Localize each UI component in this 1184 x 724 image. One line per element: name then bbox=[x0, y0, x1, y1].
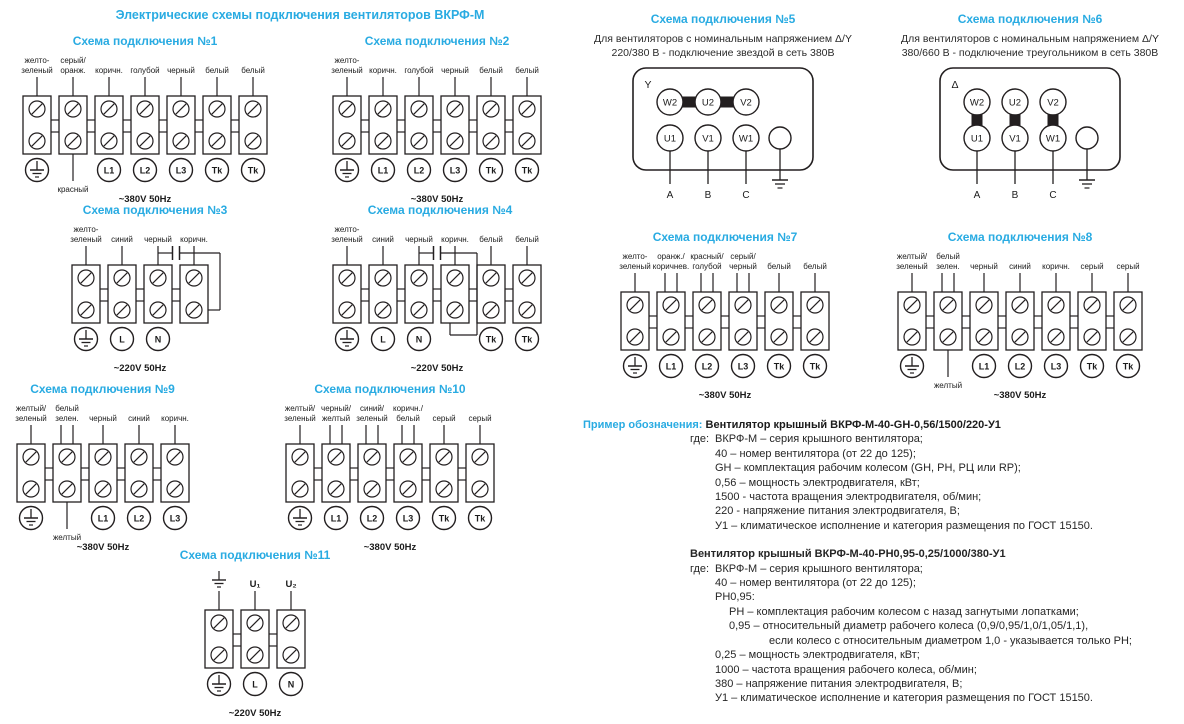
wire-label: черный/ bbox=[321, 404, 351, 413]
phase-lead-label: B bbox=[704, 190, 712, 201]
terminal-strip-svg bbox=[325, 219, 579, 377]
terminal-circle-label: N bbox=[287, 679, 295, 690]
terminal-circle-label: L2 bbox=[366, 513, 378, 524]
wire-label: зеленый bbox=[356, 414, 388, 423]
terminal-circle-label: Tk bbox=[485, 334, 497, 345]
terminal-circle-label: L1 bbox=[978, 361, 990, 372]
terminal-strip-svg bbox=[197, 564, 313, 722]
wire-label: желто- bbox=[73, 225, 99, 234]
wire-label: оранж./ bbox=[657, 252, 685, 261]
motor-terminal-label: V2 bbox=[740, 97, 752, 109]
terminal bbox=[1006, 262, 1034, 378]
example-block-1-lines bbox=[583, 432, 1184, 533]
example-line: 0,95 – относительный диаметр рабочего колеса (0,9/0,95/1,0/1,05/1,1), bbox=[729, 620, 1089, 633]
example-line: 220 - напряжение питания электродвигателя, В; bbox=[715, 505, 960, 518]
example-line: 1500 - частота вращения электродвигателя, об/мин; bbox=[715, 491, 982, 504]
scheme-3-diagram bbox=[45, 219, 265, 377]
terminal-strip-svg bbox=[325, 50, 549, 208]
motor-terminal-label: W2 bbox=[662, 97, 678, 109]
terminal bbox=[690, 252, 724, 378]
wire-label: коричн. bbox=[369, 66, 397, 75]
terminal bbox=[57, 56, 88, 194]
scheme-7-title: Схема подключения №7 bbox=[652, 230, 798, 244]
wire-label: черный bbox=[441, 66, 469, 75]
motor-terminal-label: V2 bbox=[1047, 97, 1059, 109]
voltage-label: ~380V 50Hz bbox=[118, 194, 172, 205]
scheme-1-title: Схема подключения №1 bbox=[72, 34, 218, 48]
motor-terminal-label: W2 bbox=[969, 97, 985, 109]
scheme-7-diagram bbox=[585, 246, 865, 404]
voltage-label: ~380V 50Hz bbox=[698, 390, 752, 401]
example-line: 40 – номер вентилятора (от 22 до 125); bbox=[715, 447, 916, 460]
wire-label: желтый bbox=[52, 533, 81, 542]
terminal bbox=[466, 414, 494, 530]
wire-label: зеленый bbox=[619, 262, 651, 271]
motor-terminal-label: U1 bbox=[970, 133, 984, 145]
terminal bbox=[801, 262, 829, 378]
terminal bbox=[277, 579, 305, 696]
scheme-1 bbox=[15, 34, 275, 208]
wire-label: коричн. bbox=[441, 235, 469, 244]
example-line: 40 – номер вентилятора (от 22 до 125); bbox=[715, 577, 916, 590]
wire-label: синий bbox=[1009, 262, 1031, 271]
connection-symbol-label: Δ bbox=[951, 79, 959, 91]
wire-label: зеленый bbox=[70, 235, 102, 244]
terminal-circle-label: L2 bbox=[701, 361, 713, 372]
scheme-3-title: Схема подключения №3 bbox=[82, 203, 228, 217]
wire-label: зеленый bbox=[896, 262, 928, 271]
example-block-2-lines bbox=[583, 562, 1184, 706]
scheme-3 bbox=[45, 203, 265, 377]
scheme-5-title: Схема подключения №5 bbox=[650, 12, 796, 26]
scheme-8-diagram bbox=[880, 246, 1160, 404]
scheme-6-title: Схема подключения №6 bbox=[957, 12, 1103, 26]
terminal bbox=[393, 404, 424, 530]
terminal bbox=[619, 252, 651, 378]
scheme-6-description: Для вентиляторов с номинальным напряжением Δ/Y 380/660 В - подключение треугольником в сеть 380В bbox=[901, 33, 1159, 59]
terminal-circle-label: L3 bbox=[737, 361, 749, 372]
example-heading-line bbox=[583, 418, 1184, 432]
wire-label: коричн. bbox=[95, 66, 123, 75]
wire-label: белый bbox=[479, 66, 503, 75]
wire-label: красный bbox=[57, 185, 89, 194]
terminal bbox=[1078, 262, 1106, 378]
wire-label: оранж. bbox=[60, 66, 86, 75]
terminal-circle-label: Tk bbox=[809, 361, 821, 372]
wire-label: желто- bbox=[24, 56, 50, 65]
terminal-circle-label: Tk bbox=[521, 165, 533, 176]
example-line: 0,56 – мощность электродвигателя, кВт; bbox=[715, 476, 920, 489]
scheme-5-diagram bbox=[583, 62, 863, 204]
terminal-box bbox=[633, 68, 813, 170]
terminal bbox=[203, 66, 231, 182]
ground-terminal bbox=[769, 127, 791, 149]
connection-symbol-label: Y bbox=[644, 79, 652, 91]
terminal bbox=[89, 414, 117, 530]
example-line: если колесо с относительным диаметром 1,0 - указывается только РН; bbox=[769, 634, 1132, 647]
example-line: РН0,95: bbox=[715, 591, 755, 604]
terminal-circle-label: L1 bbox=[377, 165, 389, 176]
wire-label: серый/ bbox=[60, 56, 86, 65]
terminal-circle-label: L3 bbox=[169, 513, 180, 524]
wire-label: зеленый bbox=[284, 414, 316, 423]
scheme-10-title: Схема подключения №10 bbox=[314, 382, 466, 396]
terminal bbox=[369, 235, 397, 351]
wire-label: коричн. bbox=[160, 414, 189, 423]
motor-terminal-label: V1 bbox=[702, 133, 714, 145]
wire-label: синий bbox=[111, 235, 133, 244]
motor-terminal-box-svg bbox=[618, 62, 828, 204]
wire-label: серый/ bbox=[730, 252, 756, 261]
terminal bbox=[70, 225, 102, 351]
terminal-circle-label: Tk bbox=[521, 334, 533, 345]
terminal bbox=[125, 414, 153, 530]
terminal-circle-label: Tk bbox=[485, 165, 497, 176]
terminal-circle-label: L2 bbox=[133, 513, 144, 524]
wire-label: серый bbox=[1080, 262, 1104, 271]
wire-label: желтый/ bbox=[896, 252, 928, 261]
scheme-6-diagram bbox=[890, 62, 1170, 204]
terminal bbox=[130, 66, 159, 182]
terminal-circle-label: N bbox=[415, 334, 423, 345]
gde-label: где: bbox=[690, 433, 710, 446]
terminal-strip-svg bbox=[278, 398, 502, 556]
terminal bbox=[477, 235, 505, 351]
voltage-label: ~380V 50Hz bbox=[410, 194, 464, 205]
wire-label: белый bbox=[936, 252, 960, 261]
wire-label: зелен. bbox=[936, 262, 960, 271]
example-line: где: ВКРФ-М – серия крышного вентилятора; bbox=[690, 433, 923, 446]
scheme-6 bbox=[890, 12, 1170, 204]
wire-label: белый bbox=[205, 66, 229, 75]
example-title-2: Вентилятор крышный ВКРФ-М-40-РН0,95-0,25/1000/380-У1 bbox=[690, 548, 1006, 561]
ground-terminal bbox=[1076, 127, 1098, 149]
wire-label: серый bbox=[468, 414, 492, 423]
wire-label: коричн. bbox=[1042, 262, 1070, 271]
wire-label: белый bbox=[803, 262, 827, 271]
phase-lead-label: A bbox=[973, 190, 981, 201]
wire-label: зеленый bbox=[331, 235, 363, 244]
motor-terminal-label: W1 bbox=[1045, 133, 1061, 145]
terminal-circle-label: Tk bbox=[773, 361, 785, 372]
wire-label: желто- bbox=[622, 252, 648, 261]
terminal-circle-label: L1 bbox=[330, 513, 342, 524]
terminal-circle-label: Tk bbox=[211, 165, 223, 176]
example-line: 0,25 – мощность электродвигателя, кВт; bbox=[715, 649, 920, 662]
wire-label: зеленый bbox=[21, 66, 53, 75]
terminal bbox=[405, 235, 433, 351]
terminal bbox=[513, 235, 541, 351]
voltage-label: ~220V 50Hz bbox=[113, 363, 167, 374]
example-line: У1 – климатическое исполнение и категория размещения по ГОСТ 15150. bbox=[715, 692, 1093, 705]
wire-label: черный bbox=[167, 66, 195, 75]
terminal-strip-svg bbox=[9, 398, 197, 556]
terminal bbox=[477, 66, 505, 182]
terminal-circle-label: Tk bbox=[474, 513, 486, 524]
scheme-4-title: Схема подключения №4 bbox=[367, 203, 513, 217]
wire-label: желто- bbox=[334, 56, 360, 65]
terminal bbox=[239, 66, 267, 182]
terminal-circle-label: L bbox=[119, 334, 125, 345]
terminal bbox=[95, 66, 123, 182]
voltage-label: ~220V 50Hz bbox=[228, 708, 282, 719]
scheme-2-title: Схема подключения №2 bbox=[364, 34, 510, 48]
wire-label: белый bbox=[515, 235, 539, 244]
terminal bbox=[369, 66, 397, 182]
wire-label: белый bbox=[479, 235, 503, 244]
terminal bbox=[331, 225, 363, 351]
voltage-label: ~220V 50Hz bbox=[410, 363, 464, 374]
scheme-4-diagram bbox=[325, 219, 555, 377]
motor-terminal-label: W1 bbox=[738, 133, 754, 145]
wire-label: желтый bbox=[933, 381, 963, 390]
wire-label: U₂ bbox=[285, 579, 297, 590]
wire-label: желтый/ bbox=[284, 404, 316, 413]
wire-label: белый bbox=[241, 66, 265, 75]
motor-terminal-label: U2 bbox=[701, 97, 715, 109]
terminal bbox=[180, 235, 208, 323]
designation-example bbox=[583, 418, 1184, 706]
wire-label: белый bbox=[515, 66, 539, 75]
terminal bbox=[205, 571, 233, 696]
wire-label: черный bbox=[729, 262, 757, 271]
wire-label: серый bbox=[432, 414, 456, 423]
wire-label: серый bbox=[1116, 262, 1140, 271]
wire-label: зеленый bbox=[331, 66, 363, 75]
wire-label: белый bbox=[396, 414, 420, 423]
scheme-1-diagram bbox=[15, 50, 275, 208]
wire-label: зелен. bbox=[54, 414, 79, 423]
terminal bbox=[441, 235, 469, 323]
wire-label: желтый bbox=[321, 414, 351, 423]
example-line: РН – комплектация рабочим колесом с назад загнутыми лопатками; bbox=[729, 605, 1079, 618]
scheme-9-diagram bbox=[0, 398, 205, 556]
wire-label: белый bbox=[54, 404, 79, 413]
terminal bbox=[15, 404, 47, 530]
motor-terminal-label: U1 bbox=[663, 133, 677, 145]
motor-terminal-box-svg bbox=[925, 62, 1135, 204]
terminal-circle-label: L2 bbox=[1014, 361, 1026, 372]
terminal-circle-label: N bbox=[154, 334, 162, 345]
terminal-circle-label: L bbox=[252, 679, 258, 690]
scheme-8 bbox=[880, 230, 1160, 404]
scheme-7 bbox=[585, 230, 865, 404]
scheme-11-title: Схема подключения №11 bbox=[179, 548, 331, 562]
example-title-1: Вентилятор крышный ВКРФ-М-40-GH-0,56/1500/220-У1 bbox=[705, 419, 1001, 431]
terminal-circle-label: L bbox=[380, 334, 386, 345]
terminal-circle-label: Tk bbox=[247, 165, 259, 176]
wire-label: черный bbox=[88, 414, 117, 423]
scheme-5 bbox=[583, 12, 863, 204]
terminal-circle-label: L3 bbox=[449, 165, 461, 176]
terminal bbox=[404, 66, 433, 182]
scheme-11 bbox=[145, 548, 365, 722]
wire-label: черный bbox=[405, 235, 433, 244]
scheme-5-description: Для вентиляторов с номинальным напряжением Δ/Y 220/380 В - подключение звездой в сеть 380В bbox=[594, 33, 852, 59]
phase-lead-label: C bbox=[1049, 190, 1057, 201]
page-title: Электрические схемы подключения вентиляторов ВКРФ-М bbox=[115, 8, 485, 22]
phase-lead-label: C bbox=[742, 190, 750, 201]
terminal bbox=[108, 235, 136, 351]
terminal bbox=[21, 56, 53, 182]
terminal bbox=[729, 252, 757, 378]
wire-label: синий bbox=[127, 414, 150, 423]
wire-label: голубой bbox=[130, 66, 160, 75]
terminal bbox=[934, 252, 962, 390]
scheme-9-title: Схема подключения №9 bbox=[30, 382, 175, 396]
motor-terminal-label: V1 bbox=[1009, 133, 1021, 145]
wire-label: черный bbox=[970, 262, 998, 271]
wire-label: белый bbox=[767, 262, 791, 271]
terminal bbox=[331, 56, 363, 182]
gde-label: где: bbox=[690, 562, 710, 575]
terminal bbox=[765, 262, 793, 378]
example-line: GH – комплектация рабочим колесом (GH, РН, РЦ или RP); bbox=[715, 462, 1021, 475]
terminal-circle-label: L1 bbox=[97, 513, 108, 524]
terminal bbox=[167, 66, 195, 182]
terminal bbox=[441, 66, 469, 182]
wire-label: черный bbox=[144, 235, 172, 244]
terminal-circle-label: L2 bbox=[413, 165, 425, 176]
scheme-10 bbox=[275, 382, 505, 556]
wire-label: синий/ bbox=[359, 404, 385, 413]
terminal bbox=[356, 404, 388, 530]
voltage-label: ~380V 50Hz bbox=[363, 542, 417, 553]
terminal-strip-svg bbox=[890, 246, 1150, 404]
motor-terminal-label: U2 bbox=[1008, 97, 1022, 109]
voltage-label: ~380V 50Hz bbox=[993, 390, 1047, 401]
terminal-strip-svg bbox=[613, 246, 837, 404]
scheme-2-diagram bbox=[325, 50, 549, 208]
scheme-4 bbox=[325, 203, 555, 377]
wire-label: желто- bbox=[334, 225, 360, 234]
wire-label: синий bbox=[372, 235, 394, 244]
terminal-circle-label: Tk bbox=[1086, 361, 1098, 372]
terminal-strip-svg bbox=[64, 219, 246, 377]
example-line: 380 – напряжение питания электродвигателя, В; bbox=[715, 677, 963, 690]
terminal bbox=[161, 414, 189, 530]
terminal bbox=[1114, 262, 1142, 378]
terminal bbox=[52, 404, 80, 542]
terminal-circle-label: L2 bbox=[139, 165, 151, 176]
wire-label: красный/ bbox=[690, 252, 724, 261]
terminal bbox=[1042, 262, 1070, 378]
phase-lead-label: B bbox=[1011, 190, 1019, 201]
wire-label: зеленый bbox=[14, 414, 47, 423]
example-label: Пример обозначения: bbox=[583, 419, 703, 431]
terminal-circle-label: L1 bbox=[665, 361, 677, 372]
scheme-10-diagram bbox=[275, 398, 505, 556]
wire-label: коричн. bbox=[180, 235, 208, 244]
terminal-circle-label: L3 bbox=[175, 165, 187, 176]
terminal bbox=[144, 235, 172, 351]
terminal-circle-label: L1 bbox=[103, 165, 115, 176]
terminal bbox=[241, 579, 269, 696]
wire-label: желтый/ bbox=[15, 404, 46, 413]
wire-label: коричн./ bbox=[393, 404, 423, 413]
terminal bbox=[970, 262, 998, 378]
scheme-2 bbox=[325, 34, 549, 208]
voltage-label: ~380V 50Hz bbox=[76, 542, 129, 553]
terminal bbox=[321, 404, 352, 530]
terminal-circle-label: L3 bbox=[402, 513, 414, 524]
wire-label: коричнев. bbox=[652, 262, 690, 271]
terminal-circle-label: L3 bbox=[1050, 361, 1062, 372]
terminal bbox=[653, 252, 689, 378]
example-line: У1 – климатическое исполнение и категория размещения по ГОСТ 15150. bbox=[715, 519, 1093, 532]
terminal-circle-label: Tk bbox=[438, 513, 450, 524]
terminal bbox=[430, 414, 458, 530]
terminal-circle-label: Tk bbox=[1122, 361, 1134, 372]
example-line: где: ВКРФ-М – серия крышного вентилятора; bbox=[690, 562, 923, 575]
example-line: 1000 – частота вращения рабочего колеса, об/мин; bbox=[715, 663, 977, 676]
wire-label: голубой bbox=[692, 262, 722, 271]
wire-label: U₁ bbox=[249, 579, 261, 590]
scheme-11-diagram bbox=[145, 564, 365, 722]
wire-label: голубой bbox=[404, 66, 434, 75]
terminal-strip-svg bbox=[15, 50, 275, 208]
terminal-box bbox=[940, 68, 1120, 170]
terminal bbox=[284, 404, 316, 530]
terminal bbox=[896, 252, 928, 378]
terminal bbox=[513, 66, 541, 182]
scheme-8-title: Схема подключения №8 bbox=[947, 230, 1093, 244]
scheme-9 bbox=[0, 382, 205, 556]
phase-lead-label: A bbox=[666, 190, 674, 201]
